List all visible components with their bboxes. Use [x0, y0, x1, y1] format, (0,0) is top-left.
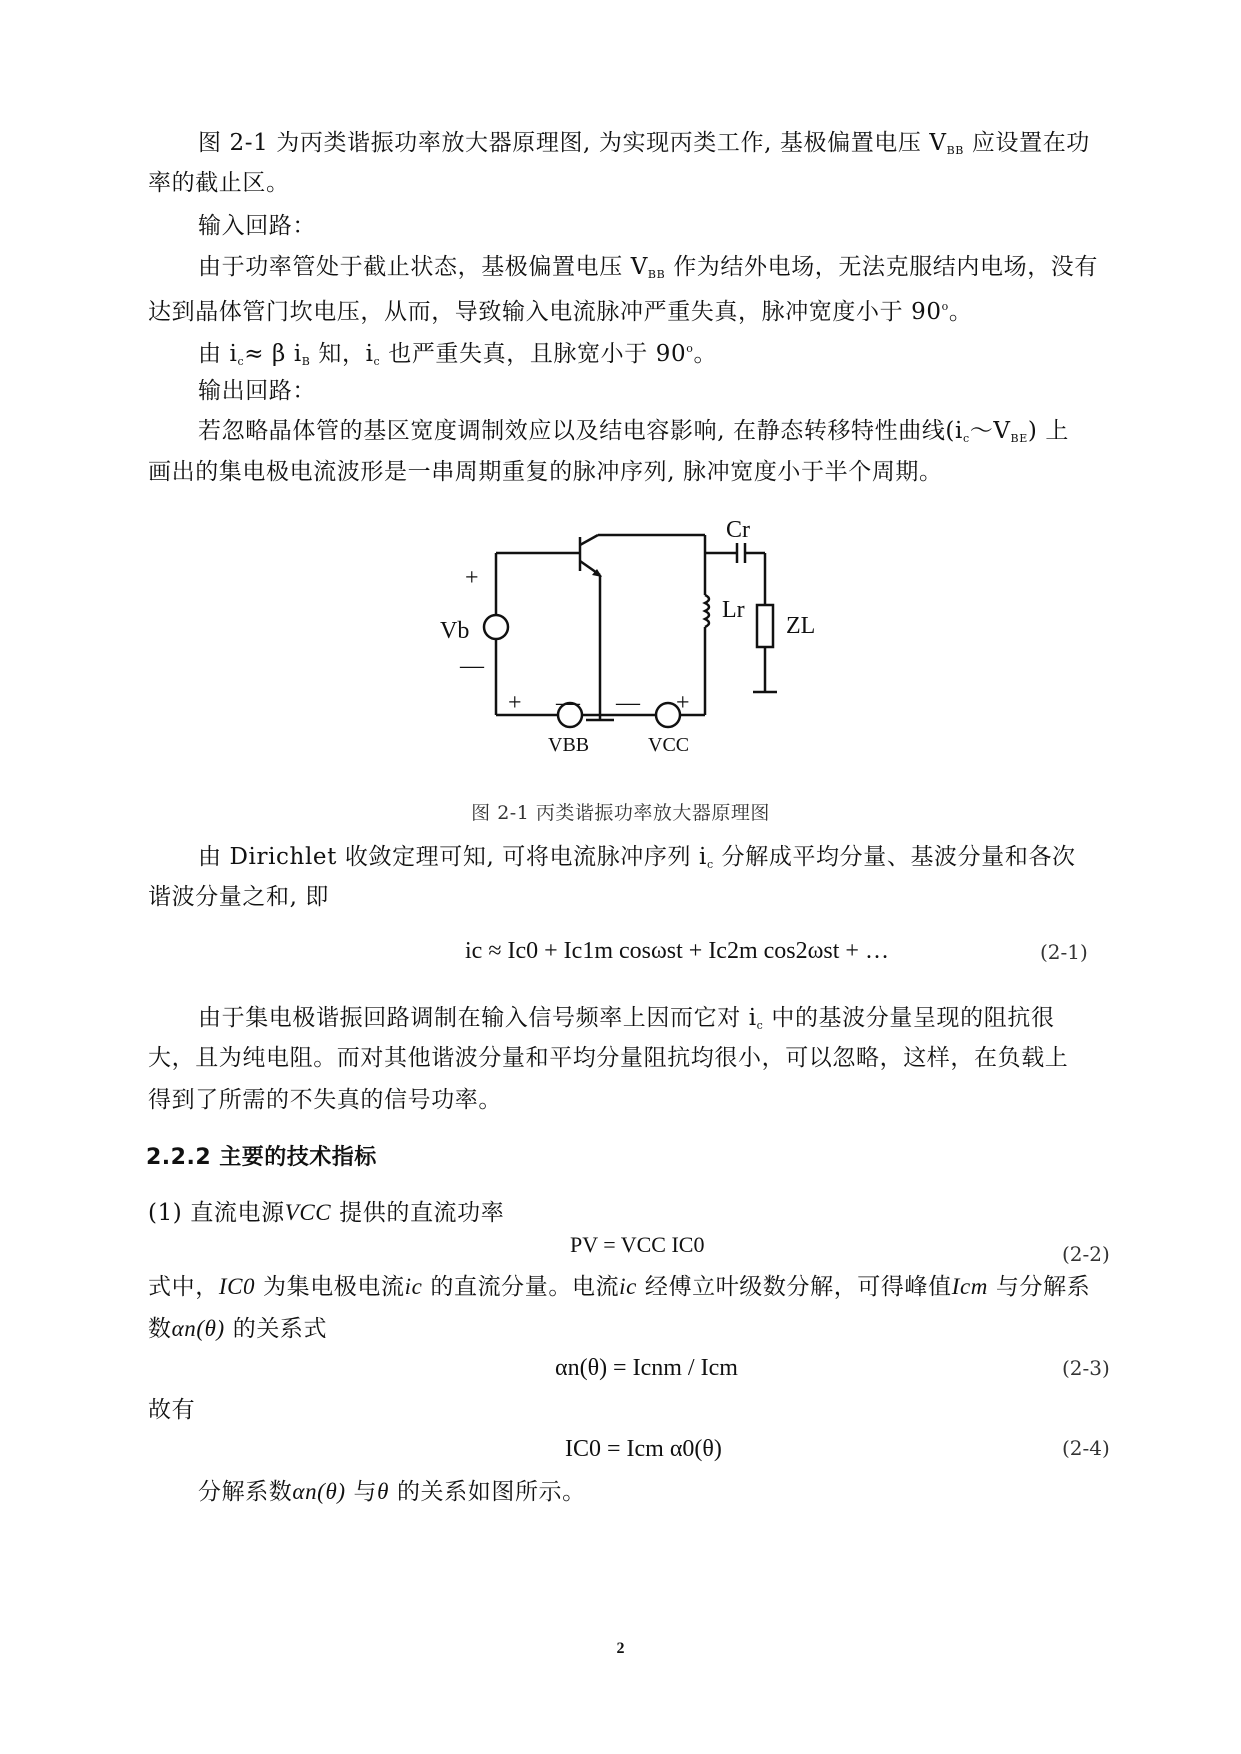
paragraph-line: (1) 直流电源VCC 提供的直流功率 — [148, 1200, 505, 1226]
vbb-label: VBB — [548, 734, 590, 756]
transistor-collector — [580, 535, 598, 545]
paragraph-line: 由 Dirichlet 收敛定理可知, 可将电流脉冲序列 $i_c$ 分解成平均分量、基波分量和各次 — [198, 844, 1076, 871]
equation-number: (2-2) — [1062, 1242, 1110, 1266]
paragraph-line: 故有 — [148, 1397, 196, 1423]
vcc-plus-label: + — [676, 690, 690, 716]
lr-label: Lr — [722, 597, 745, 623]
equation-number: (2-4) — [1062, 1436, 1110, 1460]
paragraph-line: 达到晶体管门坎电压，从而，导致输入电流脉冲严重失真，脉冲宽度小于 90$^o$。 — [148, 299, 973, 325]
inductor-lr — [705, 595, 709, 627]
subheading-input-loop: 输入回路： — [198, 213, 316, 239]
vbb-minus-label: — — [556, 690, 580, 716]
load-zl — [757, 605, 773, 647]
vbb-plus-label: + — [508, 690, 522, 716]
vcc-label: VCC — [648, 734, 690, 756]
cr-label: Cr — [726, 517, 750, 543]
vcc-minus-label: — — [616, 690, 640, 716]
subheading-output-loop: 输出回路： — [198, 378, 316, 404]
paragraph-line: 由于集电极谐振回路调制在输入信号频率上因而它对 $i_c$ 中的基波分量呈现的阻抗很 — [198, 1005, 1055, 1032]
source-vb — [484, 615, 508, 639]
paragraph-line: 由 $i_c\approx \beta$ $i_B$ 知，$i_c$ 也严重失真，且脉宽小于 90$^o$。 — [198, 341, 718, 368]
vb-minus-label: — — [460, 653, 484, 679]
paragraph-line: 谐波分量之和, 即 — [148, 884, 330, 910]
figure-caption: 图 2-1 丙类谐振功率放大器原理图 — [471, 802, 770, 824]
paragraph-line: 式中，IC0 为集电极电流ic 的直流分量。电流ic 经傅立叶级数分解，可得峰值Icm 与分解系 — [148, 1274, 1091, 1300]
equation-number: (2-3) — [1062, 1356, 1110, 1380]
paragraph-line: 率的截止区。 — [148, 170, 290, 196]
paragraph-line: 分解系数αn(θ) 与θ 的关系如图所示。 — [198, 1479, 586, 1505]
paragraph-line: 画出的集电极电流波形是一串周期重复的脉冲序列, 脉冲宽度小于半个周期。 — [148, 459, 943, 485]
page-number: 2 — [616, 1640, 625, 1657]
zl-label: ZL — [786, 613, 816, 639]
paragraph-line: 得到了所需的不失真的信号功率。 — [148, 1087, 502, 1113]
paragraph-line: 若忽略晶体管的基区宽度调制效应以及结电容影响, 在静态转移特性曲线$(i_c\sim V_{BE})$ 上 — [198, 418, 1069, 445]
vb-plus-label: + — [465, 565, 479, 591]
equation-2-1: ic ≈ Ic0 + Ic1m cosωst + Ic2m cos2ωst + … — [465, 938, 889, 964]
equation-2-3: αn(θ) = Icnm / Icm — [555, 1355, 738, 1381]
equation-number: (2-1) — [1040, 940, 1088, 964]
paragraph-line: 图 2-1 为丙类谐振功率放大器原理图, 为实现丙类工作, 基极偏置电压 $V_{BB}$ 应设置在功 — [198, 130, 1090, 157]
paragraph-line: 数αn(θ) 的关系式 — [148, 1316, 328, 1342]
circuit-diagram — [420, 515, 840, 765]
equation-2-2: PV = VCC IC0 — [570, 1232, 705, 1257]
equation-2-4: IC0 = Icm α0(θ) — [565, 1436, 722, 1462]
vb-label: Vb — [440, 618, 470, 644]
section-heading: 2.2.2 主要的技术指标 — [146, 1145, 377, 1170]
paragraph-line: 由于功率管处于截止状态，基极偏置电压 $V_{BB}$ 作为结外电场，无法克服结内电场，没有 — [198, 254, 1099, 281]
paragraph-line: 大，且为纯电阻。而对其他谐波分量和平均分量阻抗均很小，可以忽略，这样，在负载上 — [148, 1045, 1069, 1071]
